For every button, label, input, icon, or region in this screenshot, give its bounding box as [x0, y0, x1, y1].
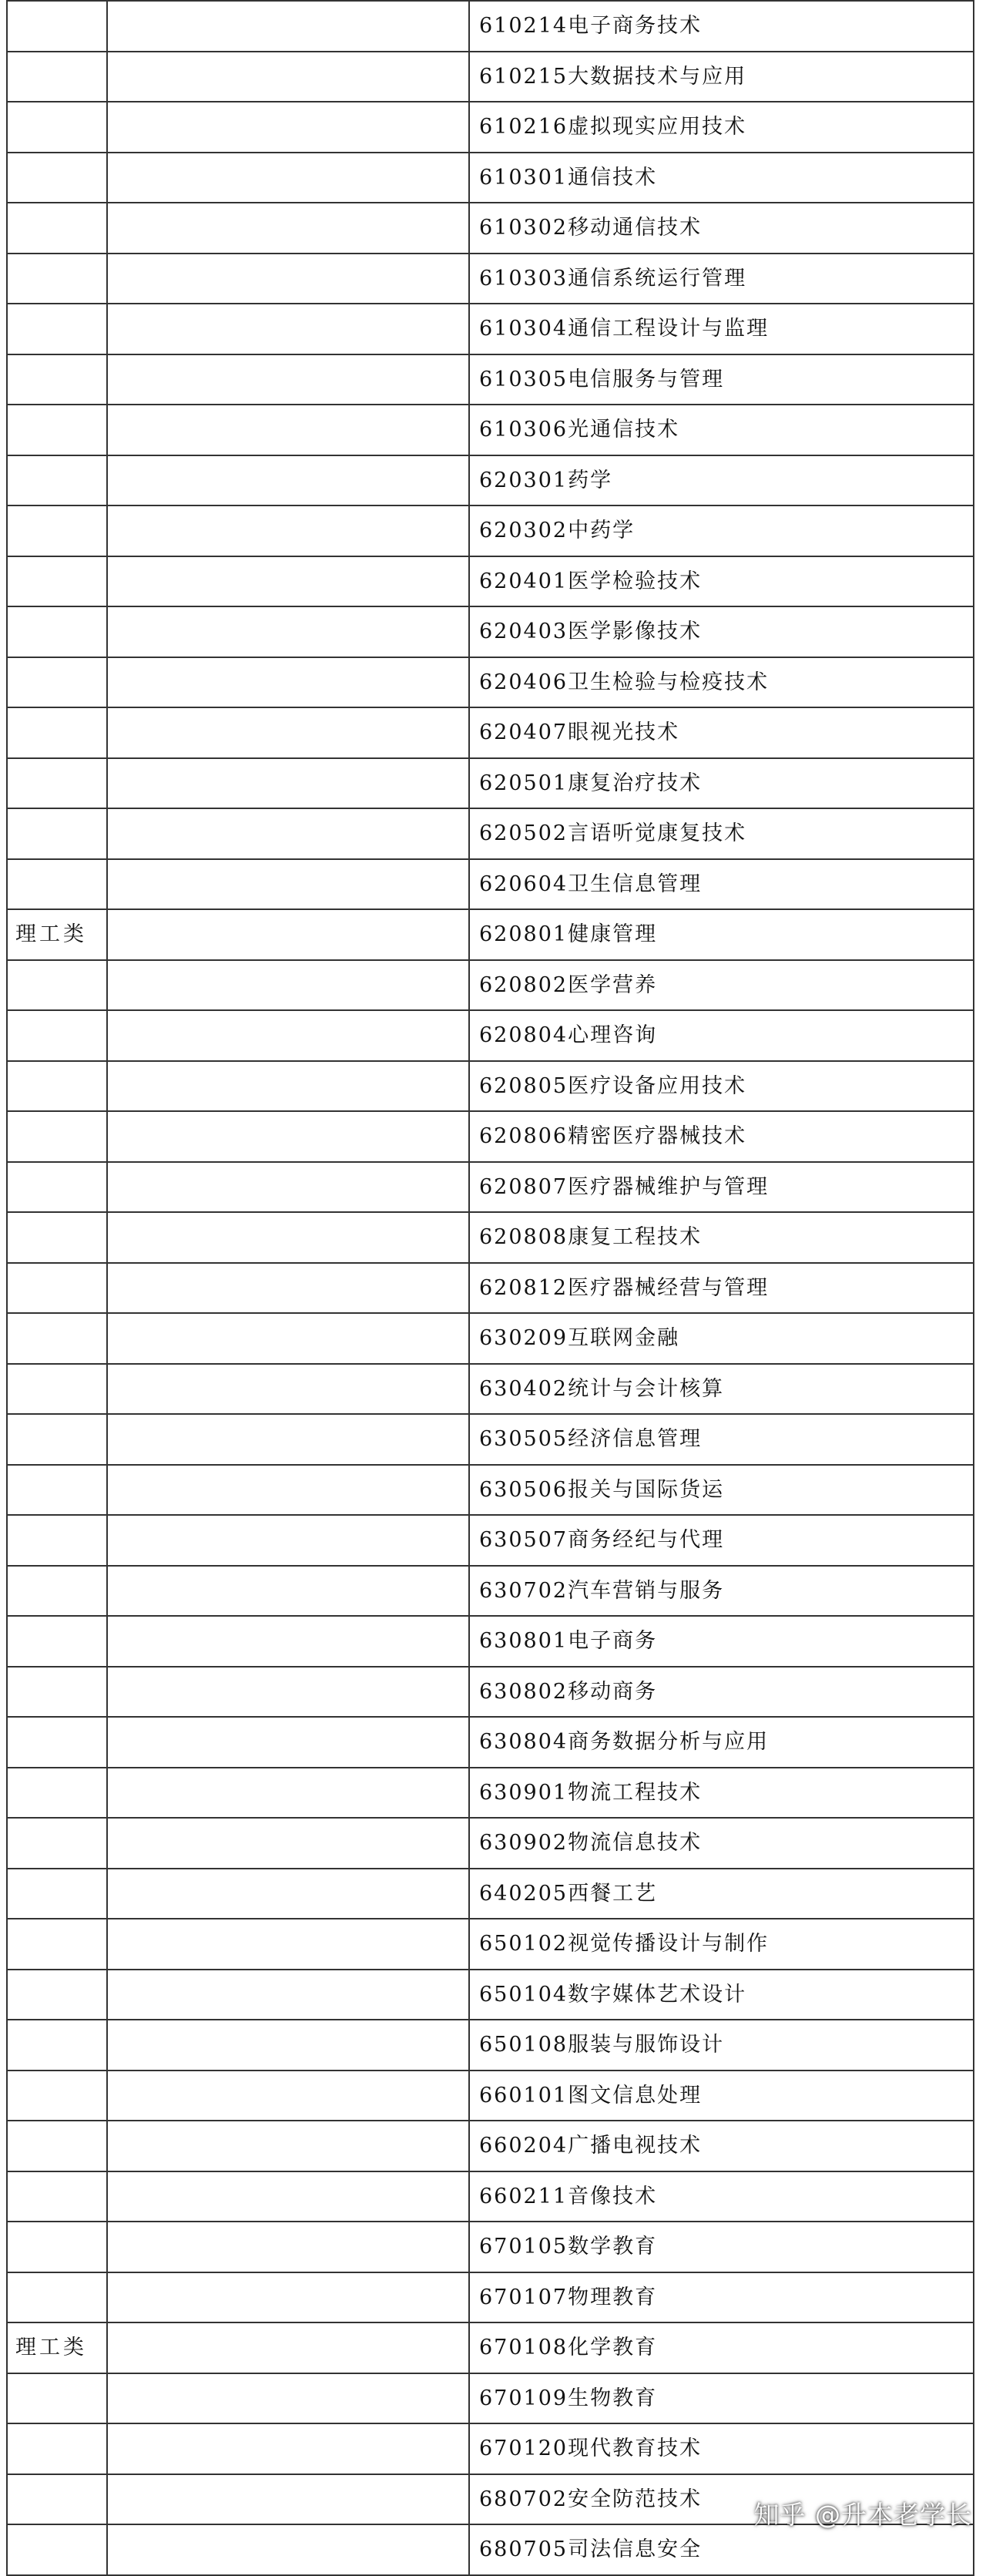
category-cell — [7, 1111, 107, 1162]
major-cell: 660101图文信息处理 — [469, 2071, 974, 2121]
category-cell — [7, 1, 107, 52]
empty-cell — [107, 1768, 469, 1819]
major-cell: 620406卫生检验与检疫技术 — [469, 657, 974, 708]
category-cell — [7, 1717, 107, 1768]
empty-cell — [107, 1465, 469, 1516]
category-cell — [7, 1515, 107, 1566]
table-row — [7, 1212, 974, 1263]
major-cell: 630506报关与国际货运 — [469, 1465, 974, 1516]
table-row — [7, 1061, 974, 1112]
empty-cell — [107, 304, 469, 354]
category-cell — [7, 758, 107, 809]
category-cell: 理工类 — [7, 2322, 107, 2373]
empty-cell — [107, 254, 469, 304]
category-cell — [7, 52, 107, 102]
category-cell — [7, 2020, 107, 2071]
major-cell: 620604卫生信息管理 — [469, 859, 974, 910]
category-cell — [7, 556, 107, 607]
empty-cell — [107, 1162, 469, 1213]
category-cell — [7, 1616, 107, 1667]
empty-cell — [107, 2322, 469, 2373]
table-row — [7, 808, 974, 859]
table-row — [7, 1263, 974, 1314]
empty-cell — [107, 1111, 469, 1162]
empty-cell — [107, 1970, 469, 2020]
major-cell: 680705司法信息安全 — [469, 2524, 974, 2575]
major-cell: 630901物流工程技术 — [469, 1768, 974, 1819]
empty-cell — [107, 2474, 469, 2525]
category-cell — [7, 2222, 107, 2272]
major-cell: 620407眼视光技术 — [469, 707, 974, 758]
major-cell: 620801健康管理 — [469, 909, 974, 960]
empty-cell — [107, 1515, 469, 1566]
table-row — [7, 909, 974, 960]
empty-cell — [107, 1717, 469, 1768]
major-cell: 610215大数据技术与应用 — [469, 52, 974, 102]
majors-table — [6, 0, 974, 2576]
category-cell — [7, 1869, 107, 1919]
category-cell — [7, 102, 107, 153]
major-cell: 630902物流信息技术 — [469, 1818, 974, 1869]
empty-cell — [107, 2171, 469, 2222]
table-row — [7, 2423, 974, 2474]
table-row — [7, 1111, 974, 1162]
empty-cell — [107, 354, 469, 405]
table-row — [7, 758, 974, 809]
category-cell — [7, 1313, 107, 1364]
table-row — [7, 1465, 974, 1516]
category-cell — [7, 254, 107, 304]
major-cell: 610214电子商务技术 — [469, 1, 974, 52]
major-cell: 650104数字媒体艺术设计 — [469, 1970, 974, 2020]
category-cell — [7, 1364, 107, 1415]
category-cell — [7, 153, 107, 203]
major-cell: 620401医学检验技术 — [469, 556, 974, 607]
major-cell: 630402统计与会计核算 — [469, 1364, 974, 1415]
category-cell — [7, 1566, 107, 1617]
empty-cell — [107, 859, 469, 910]
major-cell: 620802医学营养 — [469, 960, 974, 1011]
category-cell — [7, 2373, 107, 2424]
empty-cell — [107, 606, 469, 657]
table-row — [7, 1414, 974, 1465]
major-cell: 620806精密医疗器械技术 — [469, 1111, 974, 1162]
category-cell — [7, 354, 107, 405]
table-row — [7, 556, 974, 607]
major-cell: 610306光通信技术 — [469, 405, 974, 455]
category-cell — [7, 1263, 107, 1314]
table-row — [7, 1162, 974, 1213]
table-row — [7, 1768, 974, 1819]
category-cell — [7, 1768, 107, 1819]
table-row — [7, 304, 974, 354]
category-cell — [7, 1667, 107, 1718]
empty-cell — [107, 1414, 469, 1465]
category-cell — [7, 960, 107, 1011]
table-row — [7, 859, 974, 910]
table-row — [7, 1010, 974, 1061]
table-row — [7, 1667, 974, 1718]
category-cell — [7, 1818, 107, 1869]
category-cell — [7, 1414, 107, 1465]
table-row — [7, 2222, 974, 2272]
empty-cell — [107, 2071, 469, 2121]
table-row — [7, 960, 974, 1011]
table-row — [7, 2272, 974, 2323]
table-row — [7, 1364, 974, 1415]
table-row — [7, 1717, 974, 1768]
category-cell — [7, 1061, 107, 1112]
empty-cell — [107, 1667, 469, 1718]
major-cell: 620501康复治疗技术 — [469, 758, 974, 809]
table-row — [7, 505, 974, 556]
major-cell: 670108化学教育 — [469, 2322, 974, 2373]
major-cell: 620812医疗器械经营与管理 — [469, 1263, 974, 1314]
category-cell — [7, 707, 107, 758]
major-cell: 640205西餐工艺 — [469, 1869, 974, 1919]
empty-cell — [107, 153, 469, 203]
major-cell: 620302中药学 — [469, 505, 974, 556]
empty-cell — [107, 1919, 469, 1970]
table-row — [7, 153, 974, 203]
empty-cell — [107, 1263, 469, 1314]
empty-cell — [107, 1, 469, 52]
empty-cell — [107, 1818, 469, 1869]
category-cell — [7, 2121, 107, 2171]
empty-cell — [107, 2272, 469, 2323]
empty-cell — [107, 1212, 469, 1263]
category-cell — [7, 2071, 107, 2121]
empty-cell — [107, 455, 469, 506]
major-cell: 630802移动商务 — [469, 1667, 974, 1718]
table-row — [7, 2373, 974, 2424]
major-cell: 670120现代教育技术 — [469, 2423, 974, 2474]
category-cell — [7, 657, 107, 708]
table-row — [7, 455, 974, 506]
category-cell — [7, 405, 107, 455]
category-cell — [7, 606, 107, 657]
major-cell: 670109生物教育 — [469, 2373, 974, 2424]
category-cell — [7, 1010, 107, 1061]
majors-table-body — [7, 1, 974, 2575]
table-row — [7, 1566, 974, 1617]
category-cell — [7, 455, 107, 506]
table-row — [7, 1313, 974, 1364]
major-cell: 660204广播电视技术 — [469, 2121, 974, 2171]
empty-cell — [107, 707, 469, 758]
major-cell: 620804心理咨询 — [469, 1010, 974, 1061]
major-cell: 620808康复工程技术 — [469, 1212, 974, 1263]
empty-cell — [107, 52, 469, 102]
table-row — [7, 1919, 974, 1970]
empty-cell — [107, 2524, 469, 2575]
empty-cell — [107, 1364, 469, 1415]
category-cell: 理工类 — [7, 909, 107, 960]
category-cell — [7, 2171, 107, 2222]
table-row — [7, 707, 974, 758]
empty-cell — [107, 2020, 469, 2071]
table-row — [7, 102, 974, 153]
empty-cell — [107, 203, 469, 254]
major-cell: 610304通信工程设计与监理 — [469, 304, 974, 354]
major-cell: 670107物理教育 — [469, 2272, 974, 2323]
table-row — [7, 2020, 974, 2071]
table-row — [7, 2071, 974, 2121]
major-cell: 610216虚拟现实应用技术 — [469, 102, 974, 153]
table-row — [7, 1970, 974, 2020]
empty-cell — [107, 1566, 469, 1617]
table-row — [7, 1818, 974, 1869]
empty-cell — [107, 2222, 469, 2272]
table-row — [7, 2322, 974, 2373]
empty-cell — [107, 657, 469, 708]
table-row — [7, 1869, 974, 1919]
table-row — [7, 1515, 974, 1566]
empty-cell — [107, 1313, 469, 1364]
table-row — [7, 2171, 974, 2222]
major-cell: 610301通信技术 — [469, 153, 974, 203]
major-cell: 620807医疗器械维护与管理 — [469, 1162, 974, 1213]
empty-cell — [107, 758, 469, 809]
table-row — [7, 1616, 974, 1667]
empty-cell — [107, 808, 469, 859]
table-row — [7, 254, 974, 304]
major-cell: 610302移动通信技术 — [469, 203, 974, 254]
empty-cell — [107, 2423, 469, 2474]
category-cell — [7, 1212, 107, 1263]
table-row — [7, 405, 974, 455]
category-cell — [7, 1162, 107, 1213]
table-row — [7, 203, 974, 254]
empty-cell — [107, 1869, 469, 1919]
category-cell — [7, 304, 107, 354]
major-cell: 610305电信服务与管理 — [469, 354, 974, 405]
empty-cell — [107, 505, 469, 556]
category-cell — [7, 2524, 107, 2575]
major-cell: 620301药学 — [469, 455, 974, 506]
table-row — [7, 2524, 974, 2575]
major-cell: 660211音像技术 — [469, 2171, 974, 2222]
category-cell — [7, 2474, 107, 2525]
table-row — [7, 657, 974, 708]
major-cell: 630507商务经纪与代理 — [469, 1515, 974, 1566]
category-cell — [7, 2272, 107, 2323]
category-cell — [7, 1919, 107, 1970]
major-cell: 650108服装与服饰设计 — [469, 2020, 974, 2071]
table-row — [7, 354, 974, 405]
major-cell: 620403医学影像技术 — [469, 606, 974, 657]
major-cell: 620805医疗设备应用技术 — [469, 1061, 974, 1112]
table-row — [7, 606, 974, 657]
table-row — [7, 1, 974, 52]
empty-cell — [107, 1616, 469, 1667]
empty-cell — [107, 2121, 469, 2171]
empty-cell — [107, 909, 469, 960]
major-cell: 630505经济信息管理 — [469, 1414, 974, 1465]
major-cell: 680702安全防范技术 — [469, 2474, 974, 2525]
category-cell — [7, 1465, 107, 1516]
table-row — [7, 52, 974, 102]
empty-cell — [107, 102, 469, 153]
major-cell: 620502言语听觉康复技术 — [469, 808, 974, 859]
watermark: 知乎 @升本老学长 — [753, 2500, 972, 2530]
major-cell: 630801电子商务 — [469, 1616, 974, 1667]
table-row — [7, 2121, 974, 2171]
empty-cell — [107, 2373, 469, 2424]
empty-cell — [107, 556, 469, 607]
empty-cell — [107, 405, 469, 455]
empty-cell — [107, 960, 469, 1011]
empty-cell — [107, 1061, 469, 1112]
major-cell: 630702汽车营销与服务 — [469, 1566, 974, 1617]
category-cell — [7, 2423, 107, 2474]
category-cell — [7, 203, 107, 254]
category-cell — [7, 505, 107, 556]
major-cell: 670105数学教育 — [469, 2222, 974, 2272]
category-cell — [7, 808, 107, 859]
category-cell — [7, 859, 107, 910]
category-cell — [7, 1970, 107, 2020]
major-cell: 630209互联网金融 — [469, 1313, 974, 1364]
major-cell: 610303通信系统运行管理 — [469, 254, 974, 304]
major-cell: 650102视觉传播设计与制作 — [469, 1919, 974, 1970]
empty-cell — [107, 1010, 469, 1061]
major-cell: 630804商务数据分析与应用 — [469, 1717, 974, 1768]
